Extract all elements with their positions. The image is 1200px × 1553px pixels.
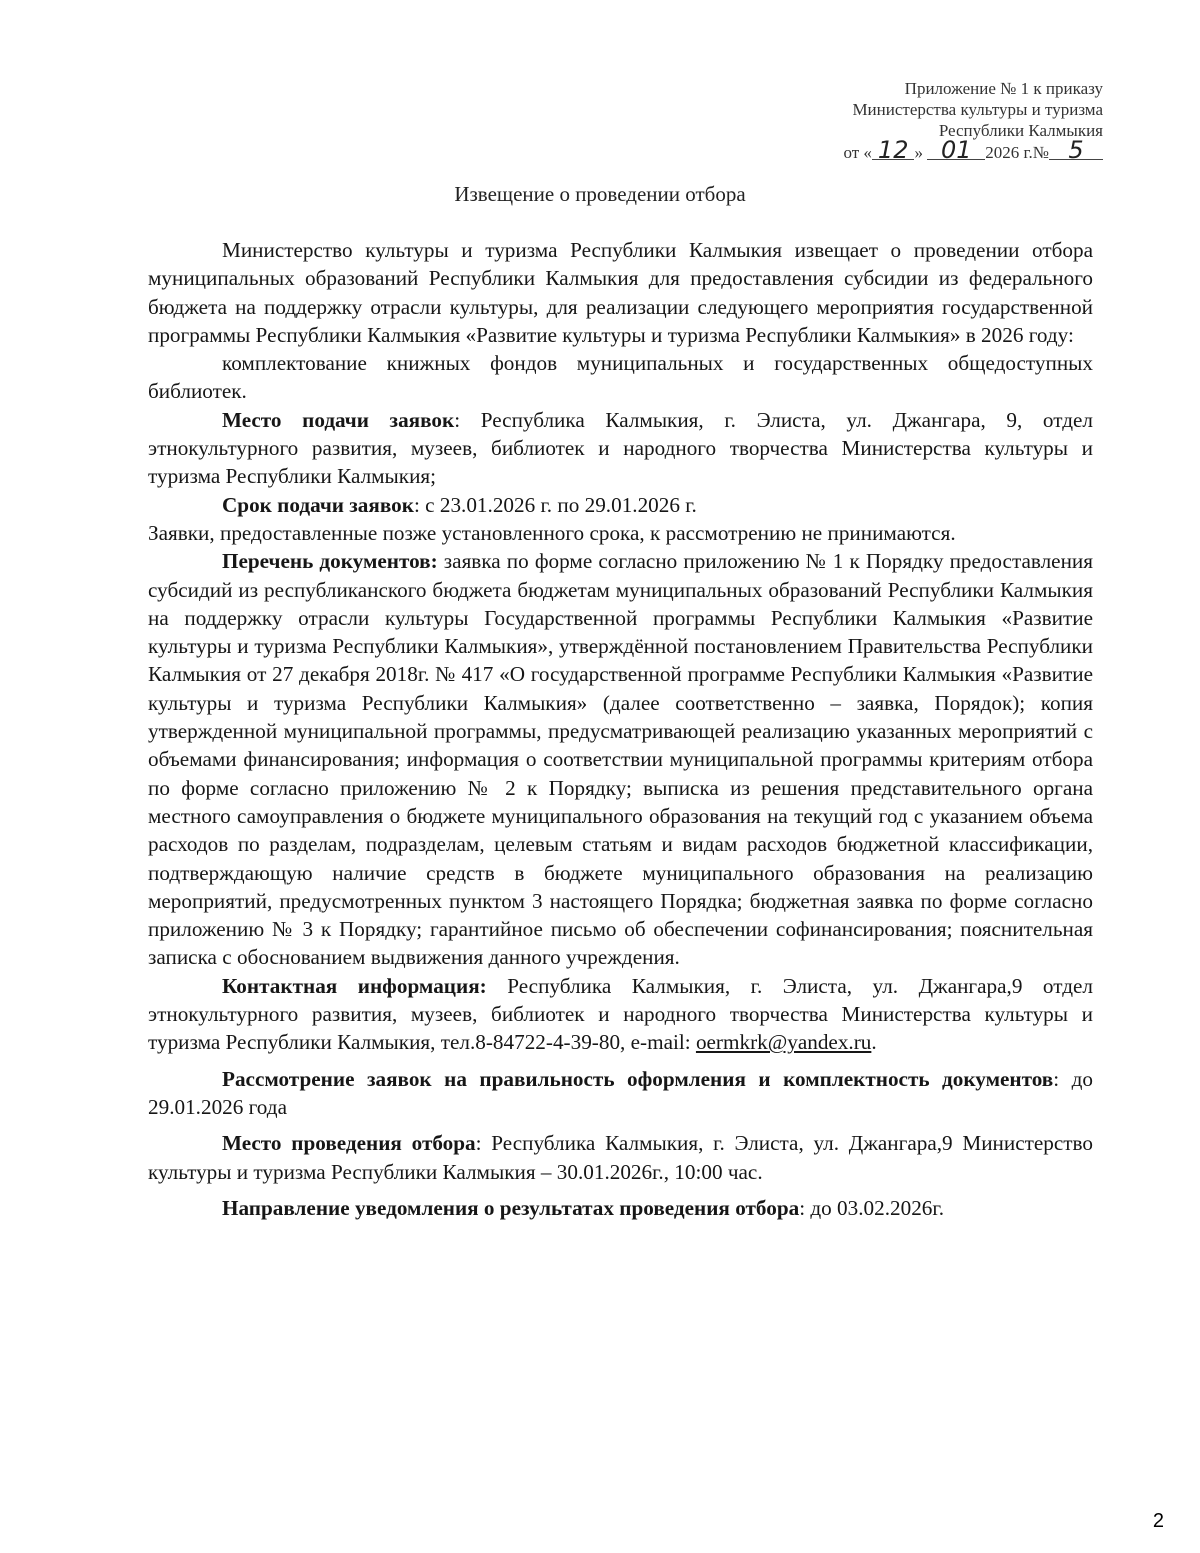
- documents-paragraph: [148, 547, 1093, 971]
- place-text: : Республика Калмыкия, г. Элиста, ул. Джангара, 9, отдел этнокультурного развития, музеев, библиотек и народного творчества Министерства культуры и туризма Республики Калмыкия;: [148, 407, 1093, 489]
- deadline-text: : с 23.01.2026 г. по 29.01.2026 г.: [413, 492, 697, 517]
- spacer: [148, 1057, 1093, 1065]
- activity-paragraph: комплектование книжных фондов муниципальных и государственных общедоступных библиотек.: [148, 351, 1093, 404]
- header-line-3: Республики Калмыкия: [938, 121, 1103, 140]
- review-text: : до 29.01.2026 года: [148, 1066, 1093, 1119]
- deadline-label: Срок подачи заявок: [222, 492, 414, 517]
- date-prefix: от «: [843, 143, 872, 162]
- handwritten-day: 12: [872, 141, 915, 160]
- spacer: [148, 1186, 1093, 1194]
- deadline-paragraph: [148, 491, 1093, 519]
- notice-text: : до 03.02.2026г.: [799, 1195, 944, 1220]
- intro-paragraph: Министерство культуры и туризма Республики Калмыкия извещает о проведении отбора муниципальных образований Республики Калмыкия для предоставления субсидии из федерального бюджета на поддержку отрасли культуры, для реализации следующего мероприятия государственной программы Республики Калмыкия «Развитие культуры и туризма Республики Калмыкия» в 2026 году:: [148, 238, 1093, 347]
- contact-email-link[interactable]: oermkrk@yandex.ru: [695, 1030, 872, 1055]
- page-number: 2: [1152, 1510, 1164, 1532]
- contact-end: .: [871, 1030, 877, 1055]
- review-label: Рассмотрение заявок на правильность оформления и комплектность документов: [222, 1066, 1054, 1091]
- contact-paragraph: [148, 972, 1093, 1057]
- document-title: Извещение о проведении отбора: [454, 182, 746, 206]
- venue-text: : Республика Калмыкия, г. Элиста, ул. Джангара,9 Министерство культуры и туризма Республики Калмыкия – 30.01.2026г., 10:00 час.: [148, 1131, 1094, 1184]
- header-date-line: [843, 136, 1103, 164]
- spacer: [148, 1121, 1093, 1129]
- venue-paragraph: [148, 1129, 1093, 1186]
- notice-label: Направление уведомления о результатах проведения отбора: [222, 1195, 800, 1220]
- contact-text: Республика Калмыкия, г. Элиста, ул. Джангара,9 отдел этнокультурного развития, музеев, библиотек и народного творчества Министерства культуры и туризма Республики Калмыкия, тел.8-84722-4-39-80, e-mail:: [148, 973, 1093, 1055]
- year-text: 2026 г.№: [985, 143, 1049, 162]
- handwritten-month: 01: [927, 141, 985, 160]
- date-mid: »: [914, 143, 923, 162]
- document-body: [148, 236, 1093, 1222]
- late-note-paragraph: Заявки, предоставленные позже установленного срока, к рассмотрению не принимаются.: [148, 520, 956, 545]
- notice-paragraph: [148, 1194, 1093, 1222]
- appendix-header: [843, 78, 1103, 163]
- contact-label: Контактная информация:: [222, 973, 487, 998]
- venue-label: Место проведения отбора: [222, 1131, 476, 1156]
- place-label: Место подачи заявок: [222, 407, 455, 432]
- header-line-2: Министерства культуры и туризма: [852, 100, 1103, 119]
- header-line-1: Приложение № 1 к приказу: [904, 79, 1103, 98]
- documents-text: заявка по форме согласно приложению № 1 к Порядку предоставления субсидий из республиканского бюджета бюджетам муниципальных образований Республики Калмыкия на поддержку отрасли культуры Государственной программы Республики Калмыкия «Развитие культуры и туризма Республики Калмыкия», утверждённой постановлением Правительства Республики Калмыкия от 27 декабря 2018г. № 417 «О государственной программе Республики Калмыкия «Развитие культуры и туризма Республики Калмыкия» (далее соответственно – заявка, Порядок); копия утвержденной муниципальной программы, предусматривающей реализацию указанных мероприятий с объемами финансирования; информация о соответствии муниципальной программы критериям отбора по форме согласно приложению № 2 к Порядку; выписка из решения представительного органа местного самоуправления о бюджете муниципального образования на текущий год с указанием объема расходов по разделам, подразделам, целевым статьям и видам расходов бюджетной классификации, подтверждающую наличие средств в бюджете муниципального образования на реализацию мероприятий, предусмотренных пунктом 3 настоящего Порядка; бюджетная заявка по форме согласно приложению № 3 к Порядку; гарантийное письмо об обеспечении софинансирования; пояснительная записка с обоснованием выдвижения данного учреждения.: [148, 549, 1093, 970]
- handwritten-order-number: 5: [1049, 141, 1103, 160]
- review-paragraph: [148, 1065, 1093, 1122]
- documents-label: Перечень документов:: [222, 549, 438, 574]
- place-paragraph: [148, 406, 1093, 491]
